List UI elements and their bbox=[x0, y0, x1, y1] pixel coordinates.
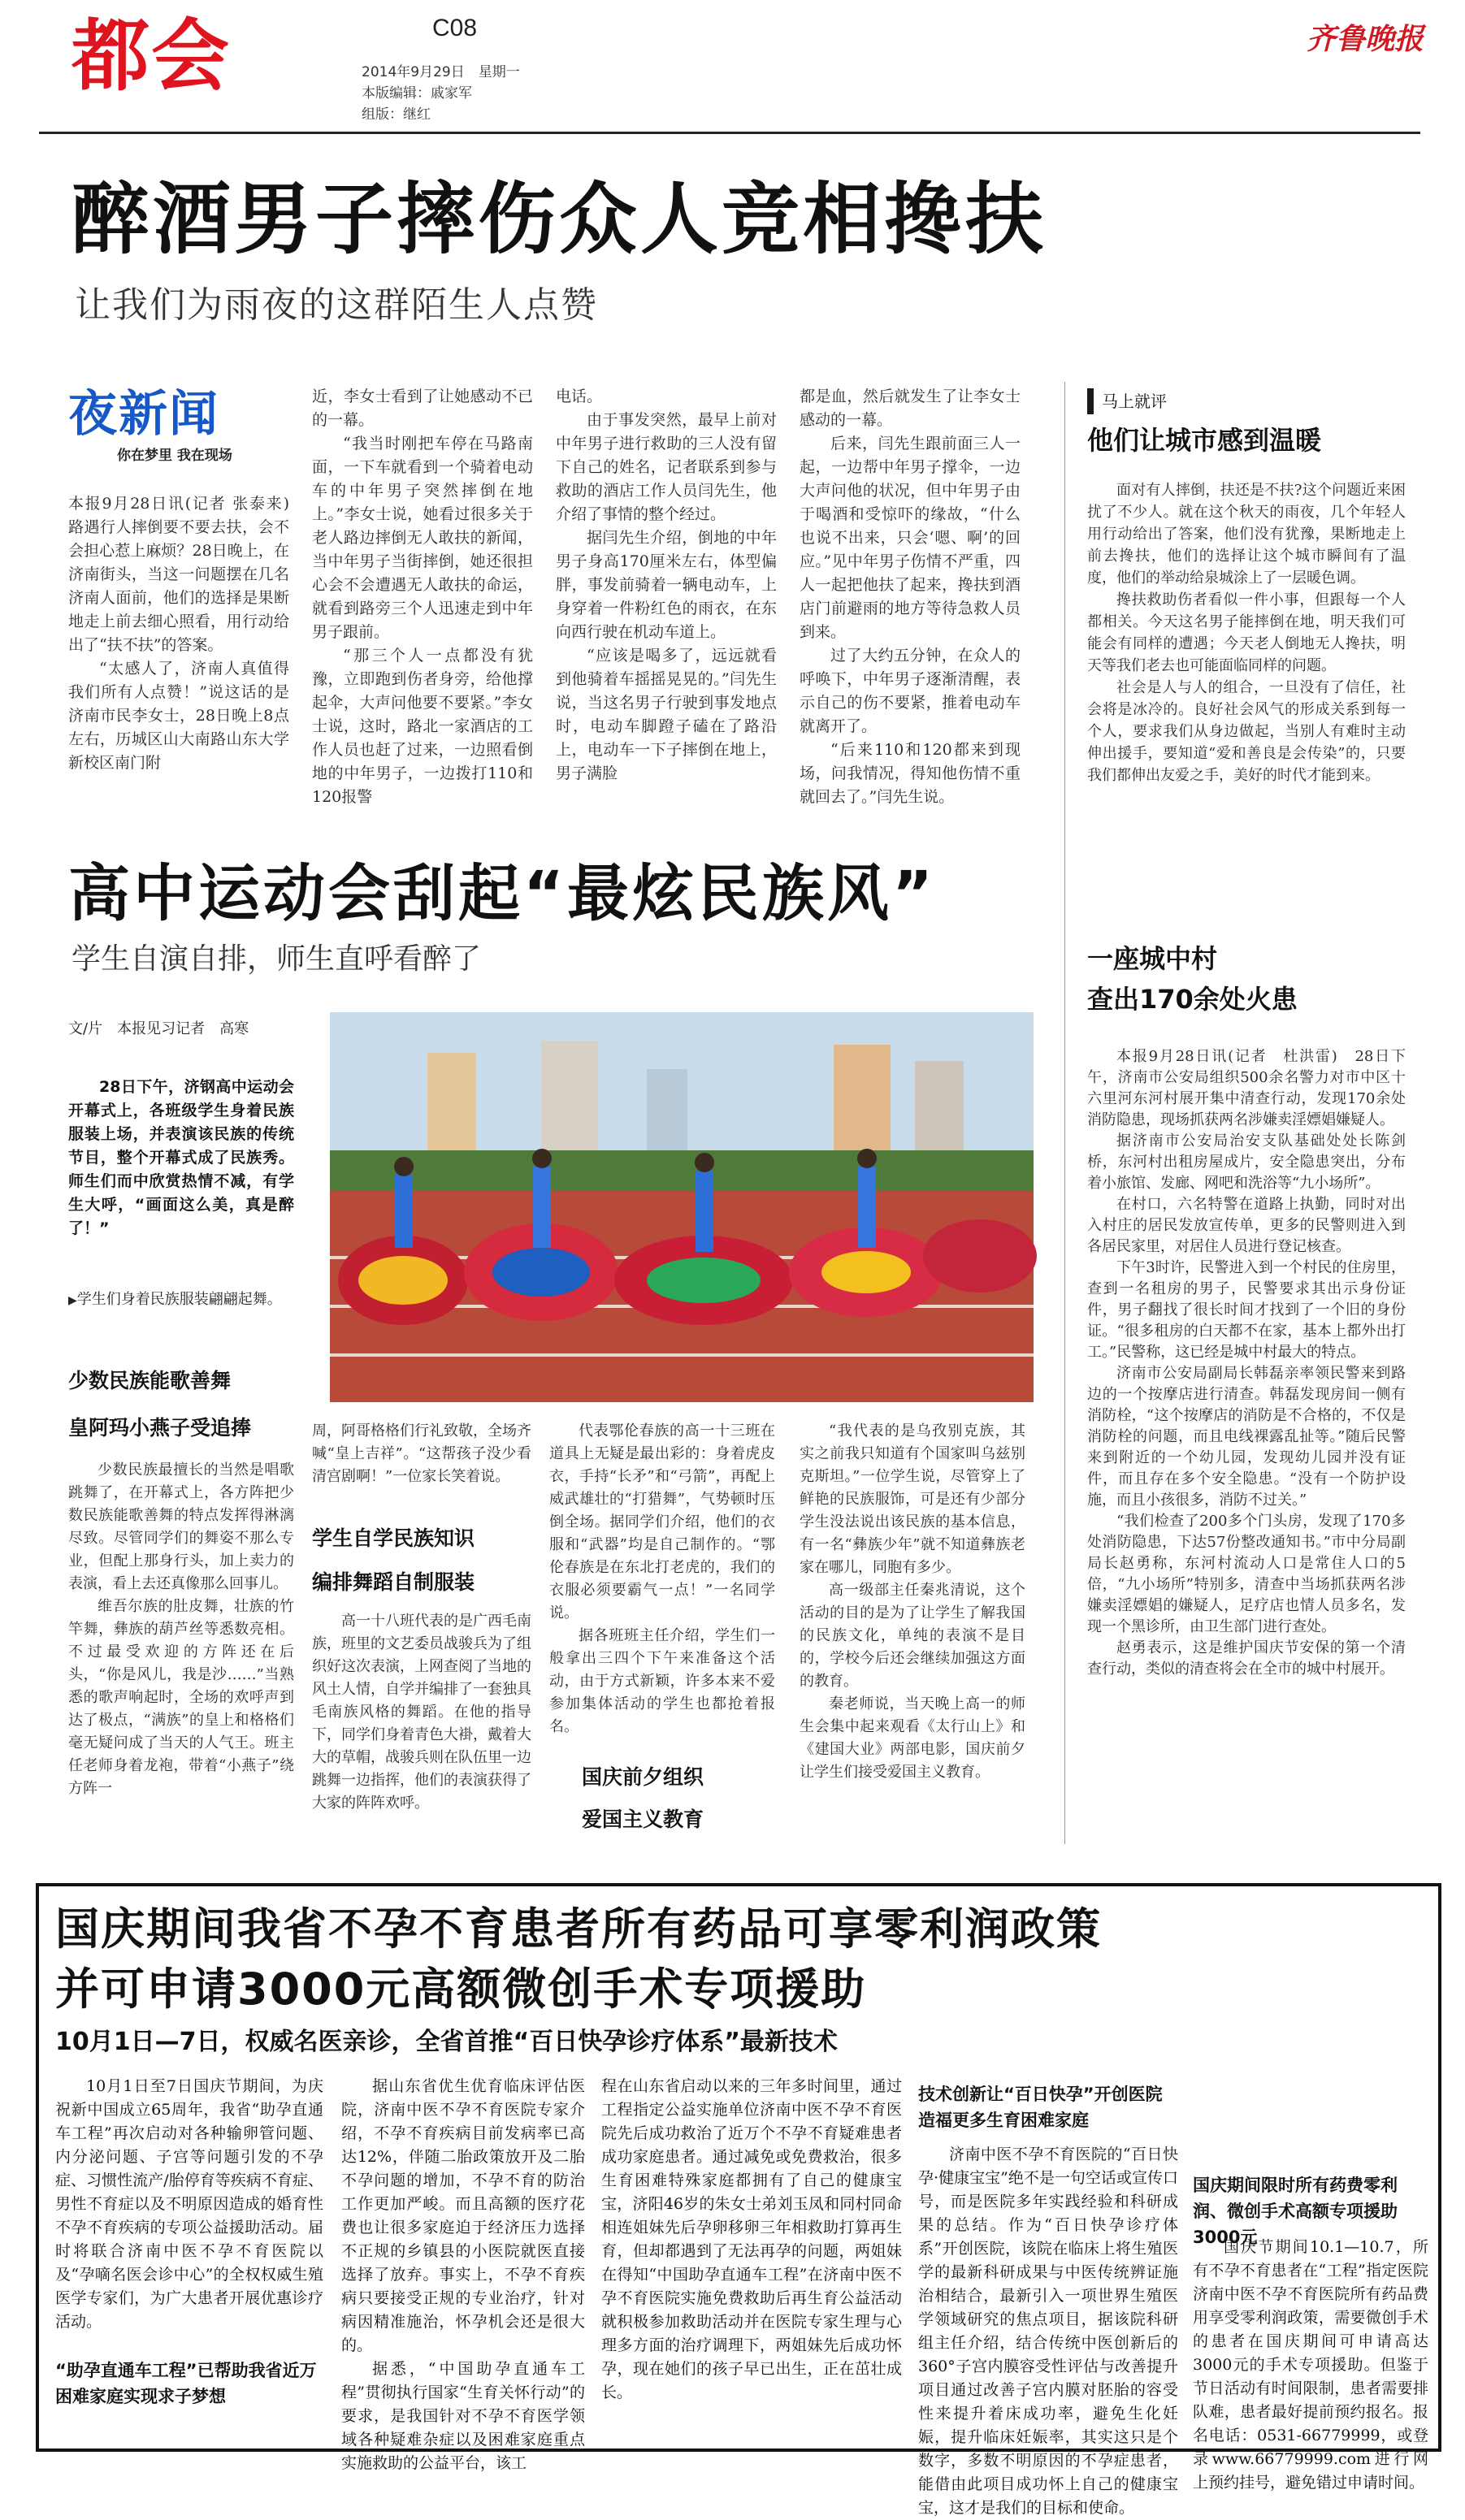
comment-body bbox=[1087, 479, 1406, 861]
paragraph: 社会是人与人的组合，一旦没有了信任，社会将是冰冷的。良好社会风气的形成关系到每一个人，要求我们从身边做起，当别人有难时主动伸出援手，要知道“爱和善良是会传染”的，只要我们都伸出友爱之手，美好的时代才能到来。 bbox=[1087, 679, 1406, 784]
paragraph: 高一级部主任秦兆清说，这个活动的目的是为了让学生了解我国的民族文化，单纯的表演不是目的，学校今后还会继续加强这方面的教育。 bbox=[800, 1582, 1025, 1690]
article1-col4 bbox=[800, 385, 1021, 816]
ad-col4 bbox=[918, 2143, 1178, 2517]
section-title: 都会 bbox=[72, 11, 231, 102]
paragraph: “那三个人一点都没有犹豫，立即跑到伤者身旁，给他撑起伞，大声问他要不要紧。”李女士说，这时，路北一家酒店的工作人员也赶了过来，一边照看倒地的中年男子，一边拨打110和120报警 bbox=[312, 647, 533, 806]
paragraph: 电话。 bbox=[556, 388, 603, 405]
ad-headline1: 国庆期间我省不孕不育患者所有药品可享零利润政策 bbox=[55, 1903, 1102, 1955]
paragraph: “我当时刚把车停在马路南面，一下车就看到一个骑着电动车的中年男子突然摔倒在地上。”李女士说，她看过很多关于老人路边摔倒无人敢扶的新闻，当中年男子当街摔倒，她还很担心会不会遭遇无人敢扶的命运，就看到路旁三个人迅速走到中年男子跟前。 bbox=[312, 435, 533, 641]
editor-credit: 本版编辑：戚家军 bbox=[362, 85, 472, 102]
paragraph: 过了大约五分钟，在众人的呼唤下，中年男子逐渐清醒，表示自己的伤不要紧，推着电动车就离开了。 bbox=[800, 647, 1021, 735]
paragraph: 本报9月28日讯(记者 杜洪雷) 28日下午，济南市公安局组织500余名警力对市中区十六里河东河村展开集中清查行动，发现170余处消防隐患，现场抓获两名涉嫌卖淫嫖娼嫌疑人。 bbox=[1087, 1048, 1406, 1128]
paragraph: 10月1日至7日国庆节期间，为庆祝新中国成立65周年，我省“助孕直通车工程”再次启动对各种输卵管问题、内分泌问题、子宫等问题引发的不孕症、习惯性流产/胎停育等疾病不育症、男性不育症以及不明原因造成的婚育性不孕不育疾病的专项公益援助活动。届时将联合济南中医不孕不育医院以及“孕嘀名医会诊中心”的全权权威生殖医学专家们，为广大患者开展优惠诊疗活动。 bbox=[55, 2077, 323, 2331]
paragraph: 面对有人摔倒，扶还是不扶?这个问题近来困扰了不少人。就在这个秋天的雨夜，几个年轻人用行动给出了答案，他们没有犹豫，果断地走上前去搀扶，他们的选择让这个城市瞬间有了温度，他们的举动给泉城涂上了一层暖色调。 bbox=[1087, 482, 1406, 587]
article2-col2b bbox=[312, 1610, 531, 1864]
newspaper-logo: 齐鲁晚报 bbox=[1307, 22, 1424, 56]
paragraph: 28日下午，济钢高中运动会开幕式上，各班级学生身着民族服装上场，并表演该民族的传统节目，整个开幕式成了民族秀。师生们而中欣赏热情不减，有学生大呼，“画面这么美，真是醉了！” bbox=[68, 1078, 294, 1237]
paragraph: 后来，闫先生跟前面三人一起，一边帮中年男子撑伞，一边大声问他的状况，但中年男子由于喝酒和受惊吓的缘故，“什么也说不出来，只会‘嗯、啊’的回应。”见中年男子伤情不严重，四人一起把他扶了起来，搀扶到酒店门前避雨的地方等待急救人员到来。 bbox=[800, 435, 1021, 641]
article2-col2 bbox=[312, 1420, 531, 1526]
article2-sec1-title1: 少数民族能歌善舞 bbox=[68, 1369, 232, 1392]
article2-col4 bbox=[800, 1420, 1025, 1864]
article1-col3 bbox=[556, 385, 777, 816]
paragraph: 维吾尔族的肚皮舞，壮族的竹竿舞，彝族的葫芦丝等悉数亮相。不过最受欢迎的方阵还在后头，“你是风儿，我是沙……”当熟悉的歌声响起时，全场的欢呼声到达了极点，“满族”的皇上和格格们毫无疑问成了当天的人气王。班主任老师身着龙袍，带着“小燕子”绕方阵一 bbox=[68, 1598, 294, 1797]
paragraph: 在村口，六名特警在道路上执勤，同时对出入村庄的居民发放宣传单，更多的民警则进入到各居民家里，对居住人员进行登记核查。 bbox=[1087, 1196, 1406, 1255]
paragraph: 济南中医不孕不育医院的“百日快孕·健康宝宝”绝不是一句空话或宣传口号，而是医院多年实践经验和科研成果的总结。作为“百日快孕诊疗体系”开创医院，该院在临床上将生殖医学的最新科研成果与中医传统辨证施治相结合，最新引入一项世界生殖医学领域研究的焦点项目，据该院科研组主任介绍，结合传统中医创新后的360°子宫内膜容受性评估与改善提升项目通过改善子宫内膜对胚胎的容受性来提升着床成功率，避免生化妊娠，提升临床妊娠率，其实这只是个数字，多数不明原因的不孕症患者，能借由此项目成功怀上自己的健康宝宝，这才是我们的目标和使命。 bbox=[918, 2145, 1178, 2517]
article2-lede bbox=[68, 1076, 294, 1271]
paragraph: 代表鄂伦春族的高一十三班在道具上无疑是最出彩的：身着虎皮衣，手持“长矛”和“弓箭”，再配上威武雄壮的“打猎舞”，气势顿时压倒全场。据同学们介绍，他们的衣服和“武器”均是自己制作的。“鄂伦春族是在东北打老虎的，我们的衣服必须要霸气一点！”一名同学说。 bbox=[549, 1422, 775, 1622]
caption-text: 学生们身着民族服装翩翩起舞。 bbox=[76, 1291, 282, 1308]
article2-sec2-title2: 编排舞蹈自制服装 bbox=[312, 1570, 475, 1594]
paragraph: 由于事发突然，最早上前对中年男子进行救助的三人没有留下自己的姓名，记者联系到参与救助的酒店工作人员闫先生，他介绍了事情的整个经过。 bbox=[556, 411, 777, 523]
sports-meet-photo bbox=[330, 1012, 1034, 1402]
column-divider bbox=[1064, 382, 1065, 1844]
night-news-logo-slogan: 你在梦里 我在现场 bbox=[117, 448, 232, 464]
night-news-logo-text: 夜新闻 bbox=[68, 386, 219, 443]
paragraph: 赵勇表示，这是维护国庆节安保的第一个清查行动，类似的清查将会在全市的城中村展开。 bbox=[1087, 1639, 1406, 1678]
photo-illustration bbox=[330, 1012, 1034, 1402]
ad-col1-title: “助孕直通车工程”已帮助我省近万困难家庭实现求子梦想 bbox=[55, 2361, 317, 2406]
paragraph: 据济南市公安局治安支队基础处处长陈剑桥，东河村出租房屋成片，安全隐患突出，分布着小旅馆、发廊、网吧和洗浴等“九小场所”。 bbox=[1087, 1132, 1406, 1192]
paragraph: 本报9月28日讯(记者 张泰来) 路遇行人摔倒要不要去扶，会不会担心惹上麻烦？28日晚上，在济南街头，当这一问题摆在几名济南人面前，他们的选择是果断地走上前去细心照看，用行动给出了“扶不扶”的答案。 bbox=[68, 495, 289, 654]
article1-subhead: 让我们为雨夜的这群陌生人点赞 bbox=[75, 284, 598, 326]
caption-marker-icon: ▶ bbox=[68, 1294, 77, 1307]
paragraph: “太感人了，济南人真值得我们所有人点赞！”说这话的是济南市民李女士，28日晚上8点左右，历城区山大南路山东大学新校区南门附 bbox=[68, 660, 289, 772]
article2-col1 bbox=[68, 1459, 294, 1864]
paragraph: 程在山东省启动以来的三年多时间里，通过工程指定公益实施单位济南中医不孕不育医院先后成功救治了近万个不孕不育疑难患者成功家庭患者。通过减免或免费救治，很多生育困难特殊家庭都拥有了自己的健康宝宝，济阳46岁的朱女士弟刘玉凤和同村同命相连姐妹先后孕卵移卵三年相救助打算再生育，但却都遇到了无法再孕的问题，两姐妹在得知“中国助孕直通车工程”在济南中医不孕不育医院实施免费救助后再生育公益活动就积极参加救助活动并在医院专家生理与心理多方面的治疗调理下，两姐妹先后成功怀孕，现在她们的孩子早已出生，正在茁壮成长。 bbox=[601, 2077, 902, 2401]
article3-body bbox=[1087, 1046, 1406, 1864]
ad-col3-body bbox=[601, 2075, 902, 2439]
ad-col5 bbox=[1193, 2236, 1428, 2492]
article1-col2 bbox=[312, 385, 533, 816]
ad-col4-title: 技术创新让“百日快孕”开创医院造福更多生育困难家庭 bbox=[918, 2085, 1163, 2130]
paragraph: 下午3时许，民警进入到一个村民的住房里，查到一名租房的男子，民警要求其出示身份证件，男子翻找了很长时间才找到了一个旧的身份证。“很多租房的白天都不在家，基本上都外出打工。”民警称，这已经是城中村最大的特点。 bbox=[1087, 1259, 1406, 1361]
paragraph: 济南市公安局副局长韩磊亲率领民警来到路边的一个按摩店进行清查。韩磊发现房间一侧有消防栓，“这个按摩店的消防是不合格的，不仅是消防栓的问题，而且电线裸露乱扯等。”随后民警来到附近的一个幼儿园，发现幼儿园并没有证件，而且存在多个安全隐患。“没有一个防护设施，而且小孩很多，消防不过关。” bbox=[1087, 1365, 1406, 1509]
article2-subhead: 学生自演自排，师生直呼看醉了 bbox=[72, 942, 482, 976]
page-number: C08 bbox=[432, 15, 478, 41]
article2-sec1-title2: 皇阿玛小燕子受追捧 bbox=[68, 1416, 252, 1440]
paragraph: “我代表的是乌孜别克族，其实之前我只知道有个国家叫乌兹别克斯坦。”一位学生说，尽管穿上了鲜艳的民族服饰，可是还有少部分学生没法说出该民族的基本信息，有一名“彝族少年”就不知道彝族老家在哪儿，同胞有多少。 bbox=[800, 1422, 1025, 1576]
article2-sec3-title1: 国庆前夕组织 bbox=[582, 1765, 704, 1789]
paragraph: “应该是喝多了，远远就看到他骑着车摇摇晃晃的。”闫先生说，当这名男子行驶到事发地点时，电动车脚蹬子磕在了路沿上，电动车一下子摔倒在地上，男子满脸 bbox=[556, 647, 777, 782]
comment-tag: 马上就评 bbox=[1087, 388, 1201, 414]
article3-headline2: 查出170余处火患 bbox=[1087, 984, 1298, 1015]
masthead-rule bbox=[39, 132, 1420, 134]
article2-sec2-title1: 学生自学民族知识 bbox=[312, 1526, 475, 1550]
article1-headline: 醉酒男子摔伤众人竞相搀扶 bbox=[72, 174, 1047, 265]
paragraph: 据山东省优生优育临床评估医院，济南中医不孕不育医院专家介绍，不孕不育疾病目前发病率已高达12%，伴随二胎政策放开及二胎不孕问题的增加，不孕不育的防治工作更加严峻。而且高额的医疗花费也让很多家庭迫于经济压力选择不正规的乡镇县的小医院就医直接选择了放弃。事实上，不孕不育疾病只要接受正规的专业治疗，针对病因精准施治，怀孕机会还是很大的。 bbox=[341, 2077, 585, 2354]
paragraph: 国庆节期间10.1—10.7，所有不孕不育患者在“工程”指定医院济南中医不孕不育医院所有药品费用享受零利润政策，需要微创手术的患者在国庆期间可申请高达3000元的手术专项援助。但鉴于节日活动有时间限制，患者需要排队难，患者最好提前预约报名。报名电话：0531-66779999，或登录www.66779999.com进行网上预约挂号，避免错过申请时间。 bbox=[1193, 2238, 1428, 2492]
comment-title: 他们让城市感到温暖 bbox=[1087, 425, 1322, 456]
paragraph: 高一十八班代表的是广西毛南族，班里的文艺委员战骏兵为了组织好这次表演，上网查阅了当地的风土人情，自学并编排了一套独具毛南族风格的舞蹈。在他的指导下，同学们身着青色大褂，戴着大大的草帽，战骏兵则在队伍里一边跳舞一边指挥，他们的表演获得了大家的阵阵欢呼。 bbox=[312, 1613, 531, 1812]
layout-credit: 组版：继红 bbox=[362, 106, 431, 123]
article3-headline1: 一座城中村 bbox=[1087, 943, 1218, 974]
article2-col3 bbox=[549, 1420, 775, 1753]
paragraph: 据各班班主任介绍，学生们一般拿出三四个下午来准备这个活动，由于方式新颖，许多本来不爱参加集体活动的学生也都抢着报名。 bbox=[549, 1627, 775, 1735]
paragraph: 据悉，“中国助孕直通车工程”贯彻执行国家“生育关怀行动”的要求，是我国针对不孕不育医学领域各种疑难杂症以及困难家庭重点实施救助的公益平台，该工 bbox=[341, 2360, 585, 2472]
article2-headline: 高中运动会刮起“最炫民族风” bbox=[68, 857, 936, 929]
ad-col5-title: 国庆期间限时所有药费零利润、微创手术高额专项援助3000元 bbox=[1193, 2176, 1398, 2247]
ad-col1 bbox=[55, 2075, 323, 2336]
ad-subhead: 10月1日—7日，权威名医亲诊，全省首推“百日快孕诊疗体系”最新技术 bbox=[55, 2028, 838, 2056]
paragraph: 周，阿哥格格们行礼致敬，全场齐喊“皇上吉祥”。“这帮孩子没少看清宫剧啊！”一位家长笑着说。 bbox=[312, 1422, 531, 1485]
ad-headline2: 并可申请3000元高额微创手术专项援助 bbox=[55, 1964, 867, 2015]
photo-caption bbox=[68, 1288, 294, 1312]
article2-sec3-title2: 爱国主义教育 bbox=[582, 1808, 704, 1831]
night-news-logo bbox=[68, 385, 263, 483]
paragraph: “我们检查了200多个门头房，发现了170多处消防隐患，下达57份整改通知书。”市中分局副局长赵勇称，东河村流动人口是常住人口的5倍，“九小场所”特别多，清查中当场抓获两名涉嫌卖淫嫖娼的嫌疑人，足疗店也情人员多名，发现一个黑诊所，由卫生部门进行查处。 bbox=[1087, 1513, 1406, 1635]
paragraph: 都是血，然后就发生了让李女士感动的一幕。 bbox=[800, 388, 1021, 429]
article2-byline: 文/片 本报见习记者 高寒 bbox=[68, 1020, 249, 1037]
paragraph: 近，李女士看到了让她感动不已的一幕。 bbox=[312, 388, 533, 429]
ad-block bbox=[36, 1883, 1441, 2517]
paragraph: 秦老师说，当天晚上高一的师生会集中起来观看《太行山上》和《建国大业》两部电影，国庆前夕让学生们接受爱国主义教育。 bbox=[800, 1695, 1025, 1781]
paragraph: “后来110和120都来到现场，问我情况，得知他伤情不重就回去了。”闫先生说。 bbox=[800, 741, 1021, 806]
paragraph: 搀扶救助伤者看似一件小事，但跟每一个人都相关。今天这名男子能摔倒在地，明天我们可能会有同样的遭遇；今天老人倒地无人搀扶，明天等我们老去也可能面临同样的问题。 bbox=[1087, 591, 1406, 674]
issue-date: 2014年9月29日 星期一 bbox=[362, 64, 520, 80]
article1-col1 bbox=[68, 492, 289, 816]
paragraph: 据闫先生介绍，倒地的中年男子身高170厘米左右，体型偏胖，事发前骑着一辆电动车，上身穿着一件粉红色的雨衣，在东向西行驶在机动车道上。 bbox=[556, 529, 777, 641]
paragraph: 少数民族最擅长的当然是唱歌跳舞了，在开幕式上，各方阵把少数民族能歌善舞的特点发挥得淋漓尽致。尽管同学们的舞姿不那么专业，但配上那身行头，加上卖力的表演，看上去还真像那么回事儿。 bbox=[68, 1461, 294, 1592]
ad-col2 bbox=[341, 2075, 585, 2472]
